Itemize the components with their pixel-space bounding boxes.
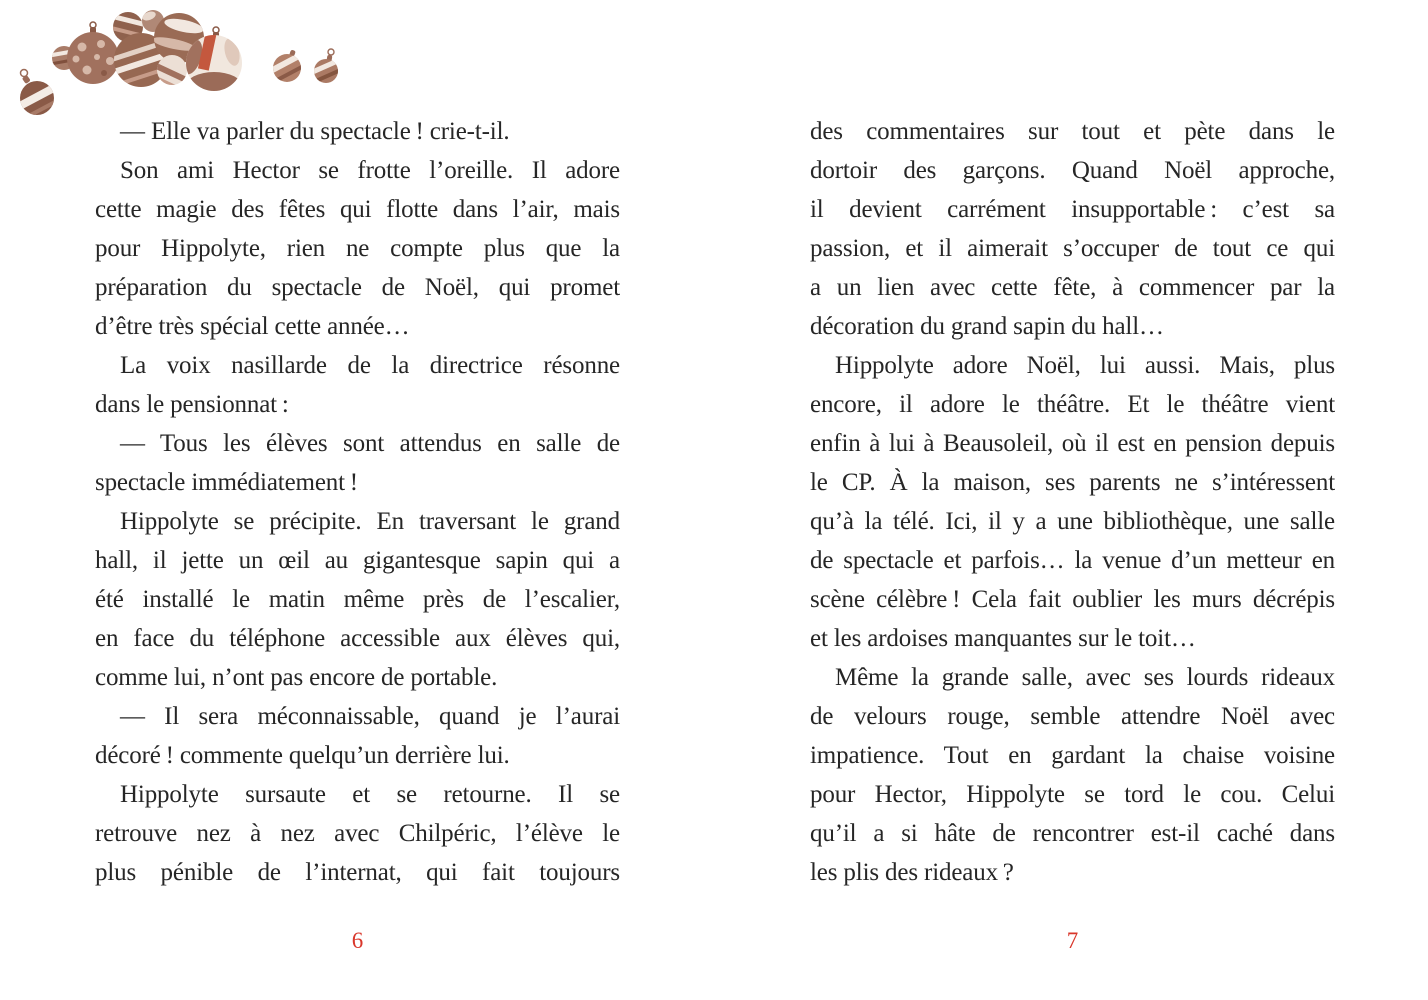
text-line: La voix nasillarde de la directrice résonne <box>120 352 620 379</box>
page-right-text-column <box>810 112 1335 892</box>
text-line: impatience. Tout en gardant la chaise voisine <box>810 742 1335 769</box>
text-line: les plis des rideaux ? <box>810 859 1014 886</box>
text-line: cette magie des fêtes qui flotte dans l’air, mais <box>95 196 620 223</box>
text-line: de spectacle et parfois… la venue d’un metteur en <box>810 547 1335 574</box>
text-line: et les ardoises manquantes sur le toit… <box>810 625 1196 652</box>
text-line: retrouve nez à nez avec Chilpéric, l’élève le <box>95 820 620 847</box>
text-line: — Tous les élèves sont attendus en salle de <box>120 430 620 457</box>
text-line: qu’à la télé. Ici, il y a une bibliothèque, une salle <box>810 508 1335 535</box>
text-line: décoration du grand sapin du hall… <box>810 313 1164 340</box>
text-line: le CP. À la maison, ses parents ne s’intéressent <box>810 469 1335 496</box>
text-line: enfin à lui à Beausoleil, où il est en pension depuis <box>810 430 1335 457</box>
text-line: qu’il a si hâte de rencontrer est-il caché dans <box>810 820 1335 847</box>
text-line: été installé le matin même près de l’escalier, <box>95 586 620 613</box>
text-line: spectacle immédiatement ! <box>95 469 358 496</box>
bauble <box>13 70 68 123</box>
text-line: d’être très spécial cette année… <box>95 313 410 340</box>
text-line: pour Hippolyte, rien ne compte plus que la <box>95 235 620 262</box>
text-line: Hippolyte sursaute et se retourne. Il se <box>120 781 620 808</box>
text-line: — Il sera méconnaissable, quand je l’aurai <box>120 703 620 730</box>
text-line: préparation du spectacle de Noël, qui promet <box>95 274 620 301</box>
page-number-left: 6 <box>351 928 364 953</box>
text-line: hall, il jette un œil au gigantesque sapin qui a <box>95 547 620 574</box>
text-line: Son ami Hector se frotte l’oreille. Il adore <box>120 157 620 184</box>
text-line: scène célèbre ! Cela fait oublier les murs décrépis <box>810 586 1335 613</box>
text-line: dans le pensionnat : <box>95 391 289 418</box>
text-line: des commentaires sur tout et pète dans le <box>810 118 1335 145</box>
page-left-text-column <box>95 112 620 892</box>
text-line: comme lui, n’ont pas encore de portable. <box>95 664 498 691</box>
text-line: plus pénible de l’internat, qui fait toujours <box>95 859 620 886</box>
text-line: décoré ! commente quelqu’un derrière lui. <box>95 742 510 769</box>
text-line: — Elle va parler du spectacle ! crie-t-il. <box>120 118 510 145</box>
text-line: en face du téléphone accessible aux élèves qui, <box>95 625 620 652</box>
bauble <box>266 49 309 83</box>
text-line: Hippolyte se précipite. En traversant le grand <box>120 508 620 535</box>
bauble <box>67 22 119 84</box>
text-line: Même la grande salle, avec ses lourds rideaux <box>835 664 1335 691</box>
text-line: il devient carrément insupportable : c’est sa <box>810 196 1335 223</box>
text-line: passion, et il aimerait s’occuper de tout ce qui <box>810 235 1335 262</box>
text-line: de velours rouge, semble attendre Noël avec <box>810 703 1335 730</box>
text-line: encore, il adore le théâtre. Et le théâtre vient <box>810 391 1335 418</box>
text-line: Hippolyte adore Noël, lui aussi. Mais, plus <box>835 352 1335 379</box>
bauble <box>309 49 346 84</box>
page-number-right: 7 <box>1066 928 1079 953</box>
text-line: pour Hector, Hippolyte se tord le cou. Celui <box>810 781 1335 808</box>
text-line: a un lien avec cette fête, à commencer par la <box>810 274 1335 301</box>
christmas-baubles-illustration <box>0 0 360 125</box>
text-line: dortoir des garçons. Quand Noël approche, <box>810 157 1335 184</box>
